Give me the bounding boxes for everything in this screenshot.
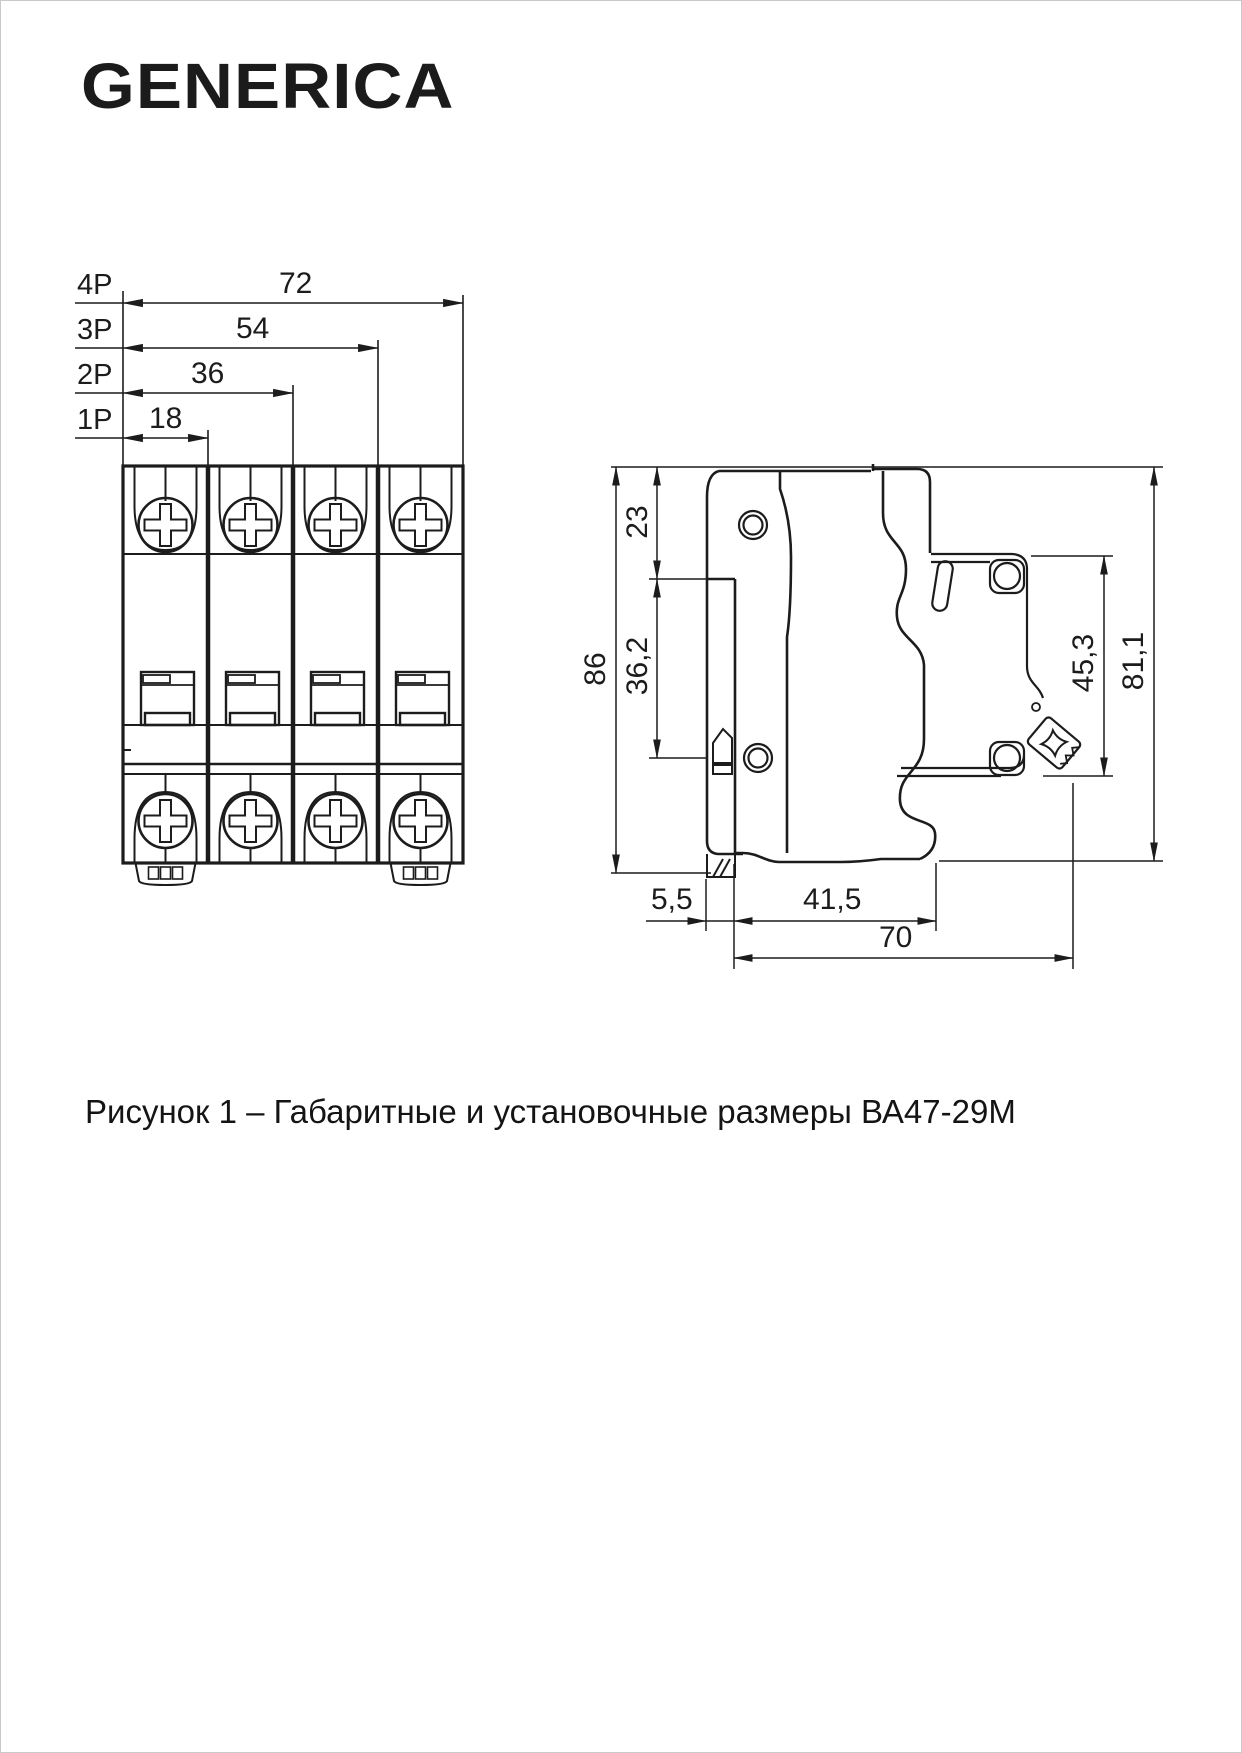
dim-latch-depth: 5,5 bbox=[651, 883, 693, 916]
dim-din-notch-span: 36,2 bbox=[621, 636, 654, 696]
dim-width-3p: 54 bbox=[236, 312, 270, 345]
dim-width-4p: 72 bbox=[279, 267, 313, 300]
side-view bbox=[579, 464, 1163, 969]
pole-label-4p: 4P bbox=[77, 269, 113, 301]
dim-mount-height: 81,1 bbox=[1117, 631, 1150, 691]
pole-label-3p: 3P bbox=[77, 314, 113, 346]
breaker-module bbox=[135, 466, 197, 885]
dim-overall-height: 86 bbox=[579, 652, 612, 686]
pole-label-1p: 1P bbox=[77, 404, 113, 436]
dim-top-to-din-notch: 23 bbox=[621, 505, 654, 539]
figure-caption: Рисунок 1 – Габаритные и установочные размеры ВА47-29М bbox=[85, 1093, 1016, 1130]
breaker-module bbox=[220, 466, 282, 863]
breaker-module bbox=[390, 466, 452, 885]
dim-body-depth: 41,5 bbox=[803, 883, 862, 916]
terminal-screw bbox=[1026, 716, 1082, 771]
dim-width-1p: 18 bbox=[149, 402, 183, 435]
front-view bbox=[75, 267, 463, 885]
dim-width-2p: 36 bbox=[191, 357, 225, 390]
technical-drawing bbox=[1, 1, 1242, 1753]
pole-label-2p: 2P bbox=[77, 359, 113, 391]
dim-overall-depth: 70 bbox=[879, 921, 913, 954]
brand-logo: GENERICA bbox=[81, 50, 455, 122]
dim-terminal-drop: 45,3 bbox=[1067, 633, 1100, 693]
breaker-module bbox=[305, 466, 367, 863]
